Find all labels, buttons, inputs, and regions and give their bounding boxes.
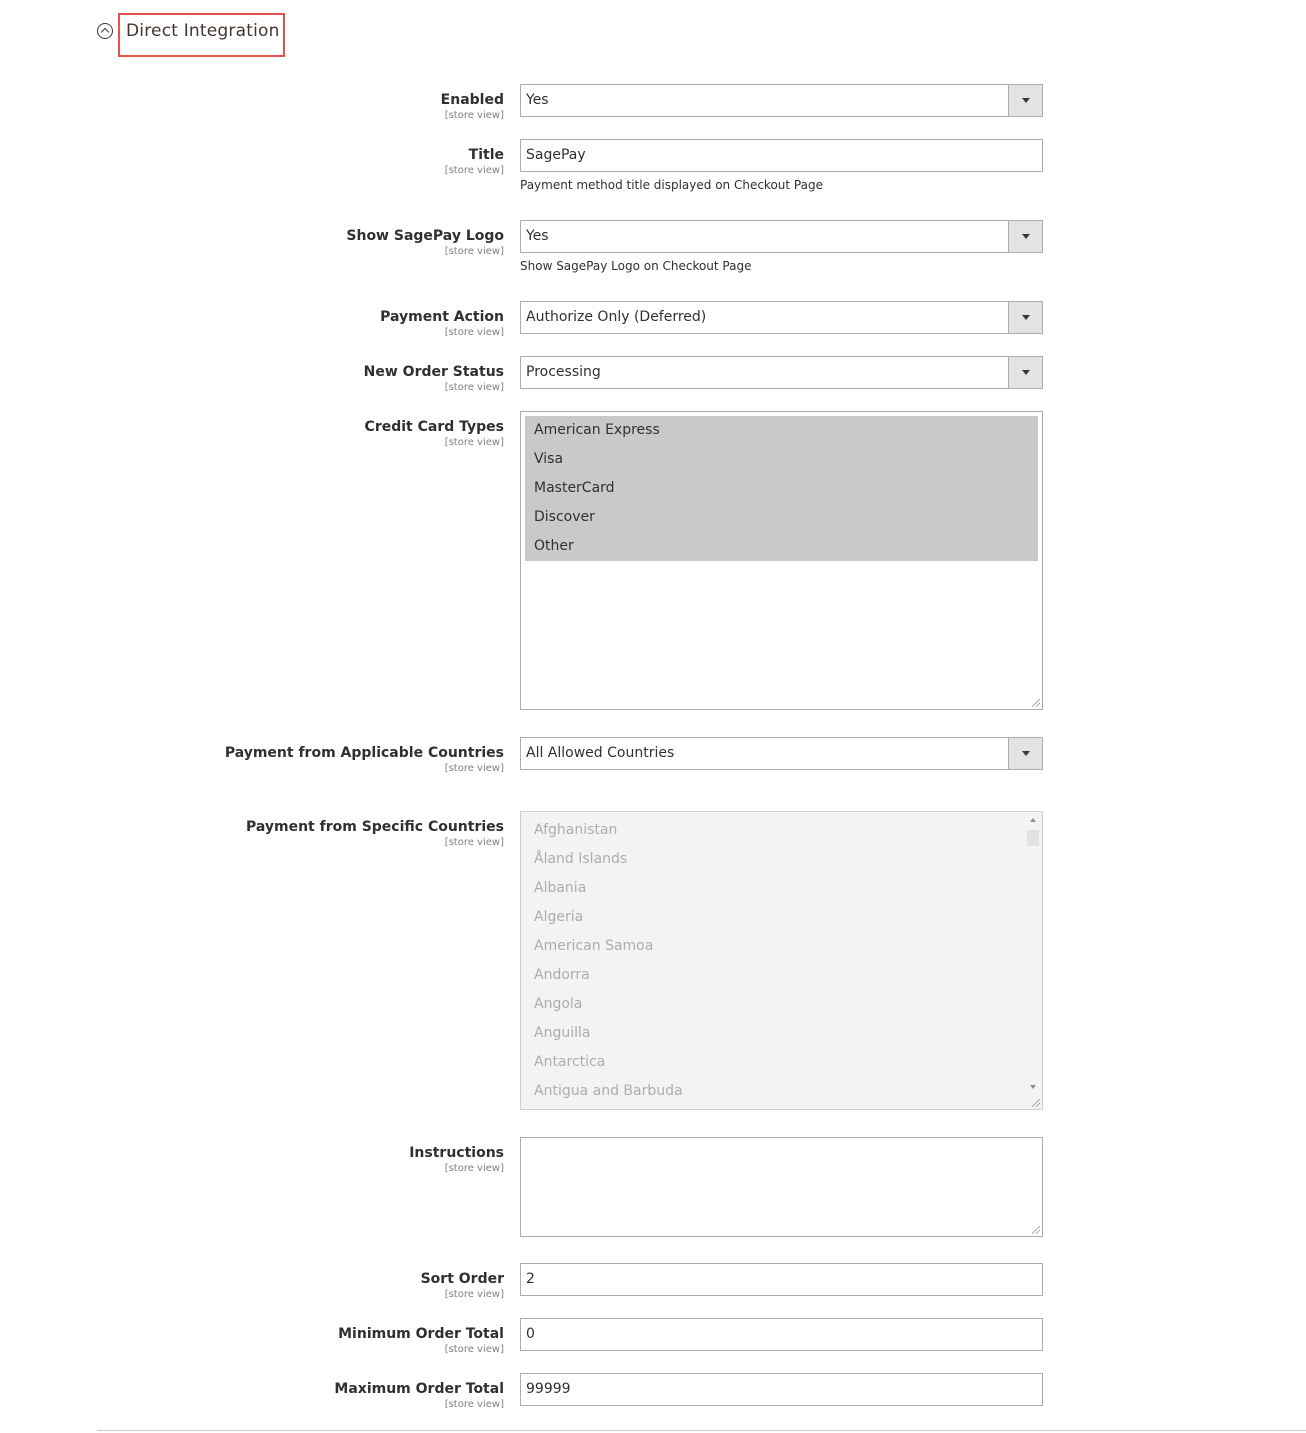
show-logo-select[interactable] [520, 220, 1043, 253]
scope-label: [store view] [444, 437, 504, 448]
input-value: SagePay [526, 147, 586, 163]
instructions-textarea[interactable] [520, 1137, 1043, 1237]
field-label: Show SagePay Logo [346, 228, 504, 244]
scope-label: [store view] [444, 1163, 504, 1174]
field-label: Credit Card Types [364, 419, 504, 435]
min-order-total-input[interactable] [520, 1318, 1043, 1351]
field-note: Payment method title displayed on Checkout Page [520, 178, 823, 192]
dropdown-arrow-icon[interactable] [1008, 302, 1042, 333]
field-label: Payment Action [380, 309, 504, 325]
select-value: Yes [526, 228, 549, 244]
field-label: Instructions [409, 1145, 504, 1161]
scope-label: [store view] [444, 246, 504, 257]
option-visa[interactable]: Visa [534, 451, 564, 467]
scope-label: [store view] [444, 382, 504, 393]
select-value: Yes [526, 92, 549, 108]
option-discover[interactable]: Discover [534, 509, 595, 525]
field-label: Title [468, 147, 504, 163]
option-mastercard[interactable]: MasterCard [534, 480, 615, 496]
field-label: Sort Order [420, 1271, 504, 1287]
resize-grip-icon[interactable] [1032, 699, 1040, 707]
dropdown-arrow-icon[interactable] [1008, 738, 1042, 769]
field-label: Payment from Applicable Countries [224, 745, 504, 761]
input-value: 99999 [526, 1381, 571, 1397]
title-input[interactable] [520, 139, 1043, 172]
option-other[interactable]: Other [534, 538, 574, 554]
collapse-chevron-up-icon[interactable] [97, 23, 113, 39]
scope-label: [store view] [444, 1399, 504, 1410]
option-aland-islands: Åland Islands [534, 851, 628, 867]
scope-label: [store view] [444, 165, 504, 176]
dropdown-arrow-icon[interactable] [1008, 357, 1042, 388]
enabled-select[interactable] [520, 84, 1043, 117]
select-value: All Allowed Countries [526, 745, 675, 761]
option-american-express[interactable]: American Express [534, 422, 660, 438]
new-order-status-select[interactable] [520, 356, 1043, 389]
field-label: Maximum Order Total [334, 1381, 504, 1397]
applicable-countries-select[interactable] [520, 737, 1043, 770]
max-order-total-input[interactable] [520, 1373, 1043, 1406]
sort-order-input[interactable] [520, 1263, 1043, 1296]
scope-label: [store view] [444, 837, 504, 848]
option-afghanistan: Afghanistan [534, 822, 618, 838]
cc-types-multiselect[interactable] [520, 411, 1043, 710]
input-value: 0 [526, 1326, 535, 1342]
scope-label: [store view] [444, 763, 504, 774]
option-albania: Albania [534, 880, 587, 896]
option-american-samoa: American Samoa [534, 938, 654, 954]
option-antigua-and-barbuda: Antigua and Barbuda [534, 1083, 683, 1099]
field-label: Minimum Order Total [338, 1326, 504, 1342]
resize-grip-icon[interactable] [1032, 1226, 1040, 1234]
section-title[interactable]: Direct Integration [126, 21, 280, 41]
scroll-up-icon[interactable] [1030, 818, 1036, 822]
specific-countries-multiselect [520, 811, 1043, 1110]
scope-label: [store view] [444, 1344, 504, 1355]
option-anguilla: Anguilla [534, 1025, 591, 1041]
resize-grip-icon[interactable] [1032, 1099, 1040, 1107]
dropdown-arrow-icon[interactable] [1008, 85, 1042, 116]
option-angola: Angola [534, 996, 583, 1012]
scrollbar-thumb[interactable] [1027, 830, 1039, 846]
vertical-scrollbar[interactable] [1025, 813, 1041, 1093]
country-options [525, 816, 1023, 1106]
scope-label: [store view] [444, 1289, 504, 1300]
select-value: Processing [526, 364, 601, 380]
cc-types-options [525, 416, 1038, 561]
field-label: Payment from Specific Countries [245, 819, 504, 835]
select-value: Authorize Only (Deferred) [526, 309, 707, 325]
dropdown-arrow-icon[interactable] [1008, 221, 1042, 252]
field-label: Enabled [440, 92, 504, 108]
option-algeria: Algeria [534, 909, 584, 925]
scroll-down-icon[interactable] [1030, 1085, 1036, 1089]
option-antarctica: Antarctica [534, 1054, 606, 1070]
field-note: Show SagePay Logo on Checkout Page [520, 259, 752, 273]
option-andorra: Andorra [534, 967, 590, 983]
scope-label: [store view] [444, 327, 504, 338]
payment-action-select[interactable] [520, 301, 1043, 334]
section-divider [97, 1430, 1306, 1431]
input-value: 2 [526, 1271, 535, 1287]
field-label: New Order Status [363, 364, 504, 380]
scope-label: [store view] [444, 110, 504, 121]
